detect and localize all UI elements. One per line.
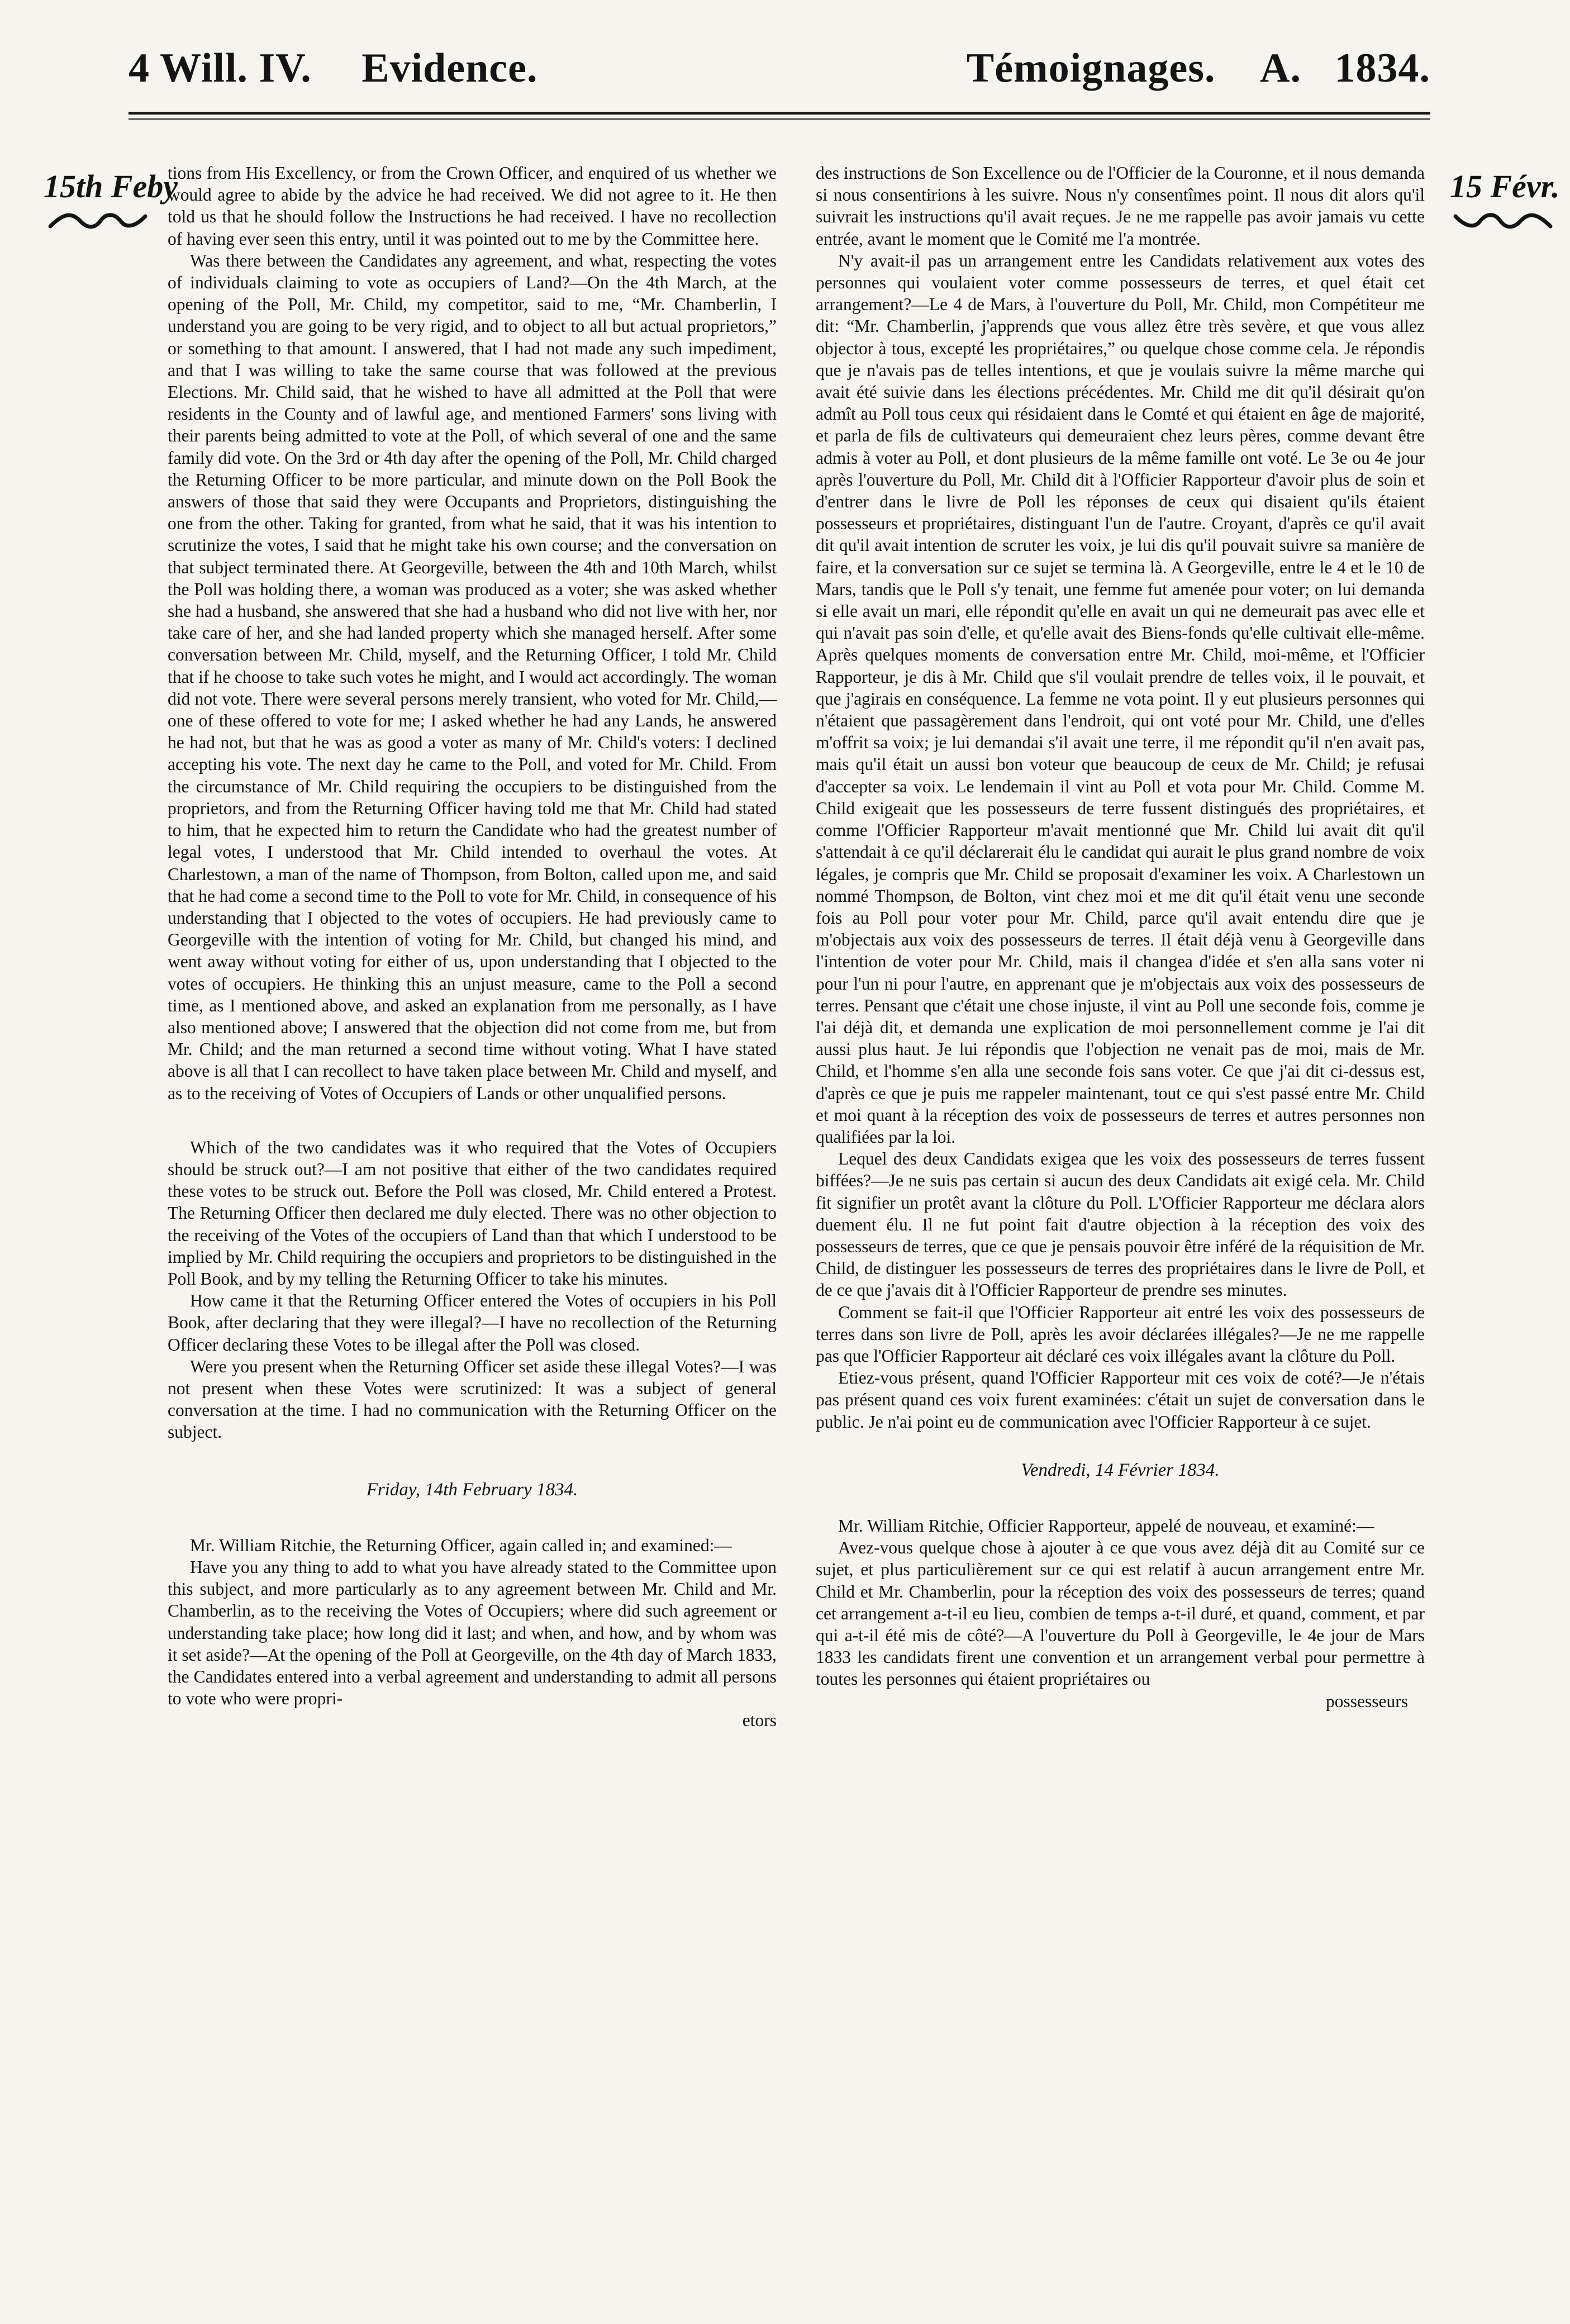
swash-ornament-right-icon: [1453, 210, 1553, 232]
swash-ornament-left-icon: [47, 210, 148, 232]
french-column: [816, 162, 1425, 1712]
header-regnal-abbrev: A.: [1260, 45, 1301, 91]
margin-date-right: 15 Févr.: [1450, 168, 1560, 205]
header-section-english: Evidence.: [361, 45, 538, 91]
french-paragraph: N'y avait-il pas un arrangement entre les Candidats relativement aux votes des personnes qui voulaient voter comme possesseurs de terres, et quel était cet arrangement?—Le 4 de Mars, à l'ouverture du Poll, Mr. Child, mon Compétiteur me dit: “Mr. Chamberlin, j'apprends que vous allez être très sevère, et que vous allez objector à tous, excepté les propriétaires,” ou quelque chose comme cela. Je répondis que je n'avais pas de telles intentions, et que je voulais suivre la même marche qui avait été suivie dans les élections précédentes. Mr. Child me dit qu'il désirait qu'on admît au Poll tous ceux qui résidaient dans le Comté et qui étaient en âge de majorité, et parla de fils de cultivateurs qui demeuraient chez leurs pères, comme devant être admis à voter au Poll, et dont plusieurs de la même famille ont voté. Le 3e ou 4e jour après l'ouverture du Poll, Mr. Child dit à l'Officier Rapporteur d'avoir plus de soin et d'entrer dans le livre de Poll les réponses de ceux qui disaient qu'ils étaient possesseurs et propriétaires, distinguant l'un de l'autre. Croyant, d'après ce qu'il avait dit qu'il avait intention de scruter les voix, je lui dis qu'il pouvait suivre sa manière de faire, et la conversation sur ce sujet se termina là. A Georgeville, entre le 4 et le 10 de Mars, tandis que le Poll s'y tenait, une femme fut amenée pour voter; on lui demanda si elle avait un mari, elle répondit qu'elle en avait un qui ne demeurait pas avec elle et qui n'avait pas soin d'elle, et qu'elle avait des Biens-fonds qu'elle cultivait elle-même. Après quelques moments de conversation entre Mr. Child, moi-même, et l'Officier Rapporteur, je dis à Mr. Child que s'il voulait prendre de telles voix, il le pouvait, et que j'agirais en conséquence. La femme ne vota point. Il y eut plusieurs personnes qui n'étaient que passagèrement dans l'endroit, qui ont voté pour Mr. Child, une d'elles m'offrit sa voix; je lui demandai s'il avait une terre, il me répondit qu'il n'en avait pas, mais qu'il était un aussi bon voteur que beaucoup de ceux de Mr. Child; je refusai d'accepter sa voix. Le lendemain il vint au Poll et vota pour Mr. Child. Comme M. Child exigeait que les possesseurs de terre fussent distingués des propriétaires, et comme l'Officier Rapporteur m'avait mentionné que Mr. Child lui avait dit qu'il s'attendait à ce qu'il déclarerait élu le candidat qui aurait le plus grand nombre de voix légales, je compris que Mr. Child se proposait d'examiner les voix. A Charlestown un nommé Thompson, de Bolton, vint chez moi et me dit qu'il était venu une seconde fois au Poll pour voter pour Mr. Child, parce qu'il avait entendu dire que je m'objectais aux voix des possesseurs de terres. Il était déjà venu à Georgeville dans l'intention de voter pour Mr. Child, mais il changea d'idée et s'en alla sans voter ni pour l'un ni pour l'autre, en apprenant que je m'objectais aux voix des possesseurs de terres. Pensant que c'était une chose injuste, il vint au Poll une seconde fois, comme je l'ai déjà dit, et demanda une explication de moi personnellement comme je l'ai dit aussi plus haut. Je lui répondis que l'objection ne venait pas de moi, mais de Mr. Child, et l'homme s'en alla une seconde fois sans voter. Ce que j'ai dit ci-dessus est, d'après ce que je puis me rappeler maintenant, tout ce qui s'est passé entre Mr. Child et moi quant à la réception des voix de possesseurs de terres et autres personnes non qualifiées par la loi.: [816, 250, 1425, 1147]
header-rule-thick: [129, 112, 1430, 115]
header-right: [967, 45, 1430, 92]
header-section-french: Témoignages.: [966, 45, 1216, 91]
english-column: [168, 162, 777, 1732]
french-catchword: possesseurs: [1326, 1691, 1408, 1711]
french-paragraph: des instructions de Son Excellence ou de l'Officier de la Couronne, et il nous demanda si nous consentirions à les suivre. Nous n'y consentîmes point. Il nous dit alors qu'il suivrait les instructions qu'il avait reçues. Je ne me rappelle pas avoir jamais vu cette entrée, avant le moment que le Comité me l'a montrée.: [816, 163, 1425, 249]
header-rule-thin: [129, 118, 1430, 120]
english-catchword: etors: [742, 1710, 777, 1731]
english-paragraph: Which of the two candidates was it who required that the Votes of Occupiers should be struck out?—I am not positive that either of the two candidates required these votes to be struck out. Before the Poll was closed, Mr. Child entered a Protest. The Returning Officer then declared me duly elected. There was no other objection to the receiving of the Votes of the occupiers of Land than that which I understood to be implied by Mr. Child requiring the occupiers and proprietors to be distinguished in the Poll Book, and by my telling the Returning Officer to take his minutes.: [168, 1137, 777, 1289]
header-year: 1834.: [1334, 45, 1430, 91]
french-paragraph: Etiez-vous présent, quand l'Officier Rapporteur mit ces voix de coté?—Je n'étais pas présent quand ces voix furent examinées: c'était un sujet de conversation dans le public. Je n'ai point eu de communication avec l'Officier Rapporteur à ce sujet.: [816, 1368, 1425, 1432]
english-paragraph: How came it that the Returning Officer entered the Votes of occupiers in his Poll Book, after declaring that they were illegal?—I have no recollection of the Returning Officer declaring these Votes to be illegal after the Poll was closed.: [168, 1291, 777, 1355]
running-header: [129, 39, 1430, 106]
french-paragraph: Comment se fait-il que l'Officier Rapporteur ait entré les voix des possesseurs de terres dans son livre de Poll, après les avoir déclarées illégales?—Je ne me rappelle pas que l'Officier Rapporteur ait déclaré ces voix illégales avant la clôture du Poll.: [816, 1302, 1425, 1366]
header-regnal-year: 4 Will. IV.: [129, 45, 312, 91]
header-left: [129, 45, 537, 92]
english-paragraph: Were you present when the Returning Officer set aside these illegal Votes?—I was not present when these Votes were scrutinized: It was a subject of general conversation at the time. I had no communication with the Returning Officer on the subject.: [168, 1356, 777, 1442]
french-date-heading: Vendredi, 14 Février 1834.: [1021, 1460, 1220, 1480]
english-paragraph: Was there between the Candidates any agreement, and what, respecting the votes of individuals claiming to vote as occupiers of Land?—On the 4th March, at the opening of the Poll, Mr. Child, my competitor, said to me, “Mr. Chamberlin, I understand you are going to be very rigid, and to object to all but actual proprietors,” or something to that amount. I answered, that I had not made any such impediment, and that I was willing to take the same course that was followed at the previous Elections. Mr. Child said, that he wished to have all admitted at the Poll that were residents in the County and of lawful age, and mentioned Farmers' sons living with their parents being admitted to vote at the Poll, of which several of one and the same family did vote. On the 3rd or 4th day after the opening of the Poll, Mr. Child charged the Returning Officer to be more particular, and minute down on the Poll Book the answers of those that said they were Occupants and Proprietors, distinguishing the one from the other. Taking for granted, from what he said, that it was his intention to scrutinize the votes, I said that he might take his own course; and the conversation on that subject terminated there. At Georgeville, between the 4th and 10th March, whilst the Poll was holding there, a woman was produced as a voter; she was asked whether she had a husband, she answered that she had a husband who did not live with her, nor take care of her, and she had landed property which she managed herself. After some conversation between Mr. Child, myself, and the Returning Officer, I told Mr. Child that if he choose to take such votes he might, and I would act accordingly. The woman did not vote. There were several persons merely transient, who voted for Mr. Child,—one of these offered to vote for me; I asked whether he had any Lands, he answered he had not, but that he was as good a voter as many of Mr. Child's voters: I declined accepting his vote. The next day he came to the Poll, and voted for Mr. Child. From the circumstance of Mr. Child requiring the occupiers to be distinguished from the proprietors, and from the Returning Officer having told me that Mr. Child had stated to him, that he expected him to return the Candidate who had the greatest number of legal votes, I understood that Mr. Child intended to overhaul the votes. At Charlestown, a man of the name of Thompson, from Bolton, called upon me, and said that he had come a second time to the Poll to vote for Mr. Child, in consequence of his understanding that I objected to the votes of occupiers. He had previously came to Georgeville with the intention of voting for Mr. Child, but changed his mind, and went away without voting for either of us, upon understanding that I objected to the votes of occupiers. He thinking this an unjust measure, came to the Poll a second time, as I mentioned above, and asked an explanation from me personally, as I have also mentioned above; I answered that the objection did not come from me, but from Mr. Child; and the man returned a second time without voting. What I have stated above is all that I can recollect to have taken place between Mr. Child and myself, and as to the receiving of Votes of Occupiers of Lands or other unqualified persons.: [168, 250, 777, 1103]
margin-date-left: 15th Feby: [44, 168, 178, 205]
english-paragraph: tions from His Excellency, or from the Crown Officer, and enquired of us whether we would agree to abide by the advice he had received. We did not agree to it. He then told us that he should follow the Instructions he had received. I have no recollection of having ever seen this entry, until it was pointed out to me by the Committee here.: [168, 163, 777, 249]
english-paragraph: Mr. William Ritchie, the Returning Officer, again called in; and examined:—: [190, 1535, 732, 1555]
french-paragraph: Mr. William Ritchie, Officier Rapporteur, appelé de nouveau, et examiné:—: [838, 1515, 1374, 1536]
english-date-heading: Friday, 14th February 1834.: [366, 1479, 578, 1500]
french-paragraph: Avez-vous quelque chose à ajouter à ce que vous avez déjà dit au Comité sur ce sujet, et plus particulièrement sur ce qui est relatif à aucun arrangement entre Mr. Child et Mr. Chamberlin, pour la réception des voix des possesseurs de terres; quand cet arrangement a-t-il eu lieu, combien de temps a-t-il duré, et quand, comment, et par qui a-t-il été mis de côté?—A l'ouverture du Poll à Georgeville, le 4e jour de Mars 1833 les candidats firent une convention et un arrangement verbal pour permettre à toutes les personnes qui étaient propriétaires ou: [816, 1538, 1425, 1689]
english-paragraph: Have you any thing to add to what you have already stated to the Committee upon this subject, and more particularly as to any agreement between Mr. Child and Mr. Chamberlin, as to the receiving the Votes of Occupiers; where did such agreement or understanding take place; how long did it last; and when, and how, and by whom was it set aside?—At the opening of the Poll at Georgeville, on the 4th day of March 1833, the Candidates entered into a verbal agreement and understanding to admit all persons to vote who were propri-: [168, 1557, 777, 1709]
french-paragraph: Lequel des deux Candidats exigea que les voix des possesseurs de terres fussent biffées?—Je ne suis pas certain si aucun des deux Candidats ait exigé cela. Mr. Child fit signifier un protêt avant la clôture du Poll. L'Officier Rapporteur me déclara alors duement élu. Il ne fut point fait d'autre objection à la réception des voix des possesseurs de terres, que ce que je pensais pouvoir être inféré de la réquisition de Mr. Child, de distinguer les possesseurs de terres des propriétaires dans le livre de Poll, et de ce que j'avais dit à l'Officier Rapporteur de prendre ses minutes.: [816, 1149, 1425, 1300]
